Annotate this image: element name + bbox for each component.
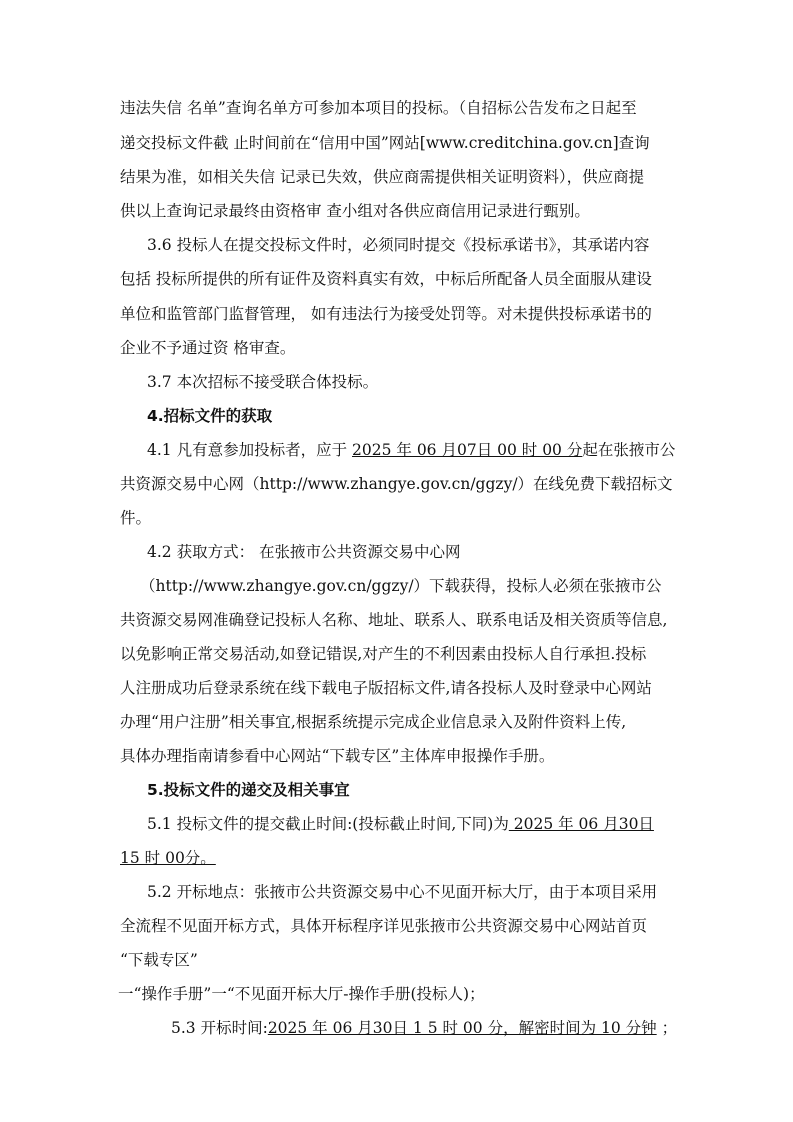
para-credit-line-2: 递交投标文件截 止时间前在“信用中国”网站[www.creditchina.gov.cn]查询 [120,134,650,152]
para-4-1-pre: 4.1 凡有意参加投标者，应于 [147,441,353,459]
para-5-2-line-4: 一“操作手册”一“不见面开标大厅-操作手册(投标人)； [118,985,485,1003]
issue-date: 2025 年 06 月07日 00 时 00 分 [352,441,583,459]
para-4-2-line-6: 办理“用户注册”相关事宜,根据系统提示完成企业信息录入及附件资料上传, [120,713,627,731]
deadline-time: 15 时 00分。 [120,849,216,867]
para-3-6-line-4: 企业不予通过资 格审查。 [120,339,296,357]
opening-date: 2025 年 06 月30日 1 5 时 00 分，解密时间为 10 分钟 [267,1019,657,1037]
para-5-2-line-1: 5.2 开标地点：张掖市公共资源交易中心不见面开标大厅，由于本项目采用 [147,883,658,901]
para-4-2-line-1: 4.2 获取方式： 在张掖市公共资源交易中心网 [147,543,461,561]
para-4-1-line-1 [147,440,675,460]
para-4-1-post: 起在张掖市公 [582,441,676,459]
para-4-1-line-2: 共资源交易中心网（http://www.zhangye.gov.cn/ggzy/）在线免费下载招标文 [120,475,673,493]
para-3-6-line-2: 包括 投标所提供的所有证件及资料真实有效，中标后所配备人员全面服从建设 [120,270,652,288]
para-4-2-line-4: 以免影响正常交易活动,如登记错误,对产生的不利因素由投标人自行承担.投标 [120,645,647,663]
para-4-2-line-3: 共资源交易网准确登记投标人名称、地址、联系人、联系电话及相关资质等信息, [120,611,668,629]
para-4-1-line-3: 件。 [120,509,152,527]
para-credit-line-3: 结果为准，如相关失信 记录已失效，供应商需提供相关证明资料），供应商提 [120,168,645,186]
deadline-date: 2025 年 06 月30日 [508,815,654,833]
para-5-2-line-3: “下载专区” [120,951,198,969]
para-3-6-line-1: 3.6 投标人在提交投标文件时，必须同时提交《投标承诺书》，其承诺内容 [147,236,650,254]
heading-section-4: 4.招标文件的获取 [147,407,273,425]
para-4-2-line-2: （http://www.zhangye.gov.cn/ggzy/）下载获得，投标人必须在张掖市公 [140,577,662,595]
para-3-6-line-3: 单位和监管部门监督管理， 如有违法行为接受处罚等。对未提供投标承诺书的 [120,305,652,323]
heading-section-5: 5.投标文件的递交及相关事宜 [147,781,350,799]
para-5-3-pre: 5.3 开标时间: [171,1019,268,1037]
para-4-2-line-7: 具体办理指南请参看中心网站“下载专区”主体库申报操作手册。 [120,747,555,765]
para-4-2-line-5: 人注册成功后登录系统在线下载电子版招标文件,请各投标人及时登录中心网站 [120,679,652,697]
para-5-1-line-1 [147,814,654,834]
para-credit-line-1: 违法失信 名单”查询名单方可参加本项目的投标。（自招标公告发布之日起至 [120,99,637,117]
para-5-1-pre: 5.1 投标文件的提交截止时间:(投标截止时间,下同)为 [147,815,509,833]
para-5-2-line-2: 全流程不见面开标方式，具体开标程序详见张掖市公共资源交易中心网站首页 [120,917,648,935]
para-5-3 [171,1018,677,1038]
para-3-7: 3.7 本次招标不接受联合体投标。 [147,373,379,391]
para-5-3-post: ； [656,1019,678,1037]
para-credit-line-4: 供以上查询记录最终由资格审 查小组对各供应商信用记录进行甄别。 [120,202,590,220]
